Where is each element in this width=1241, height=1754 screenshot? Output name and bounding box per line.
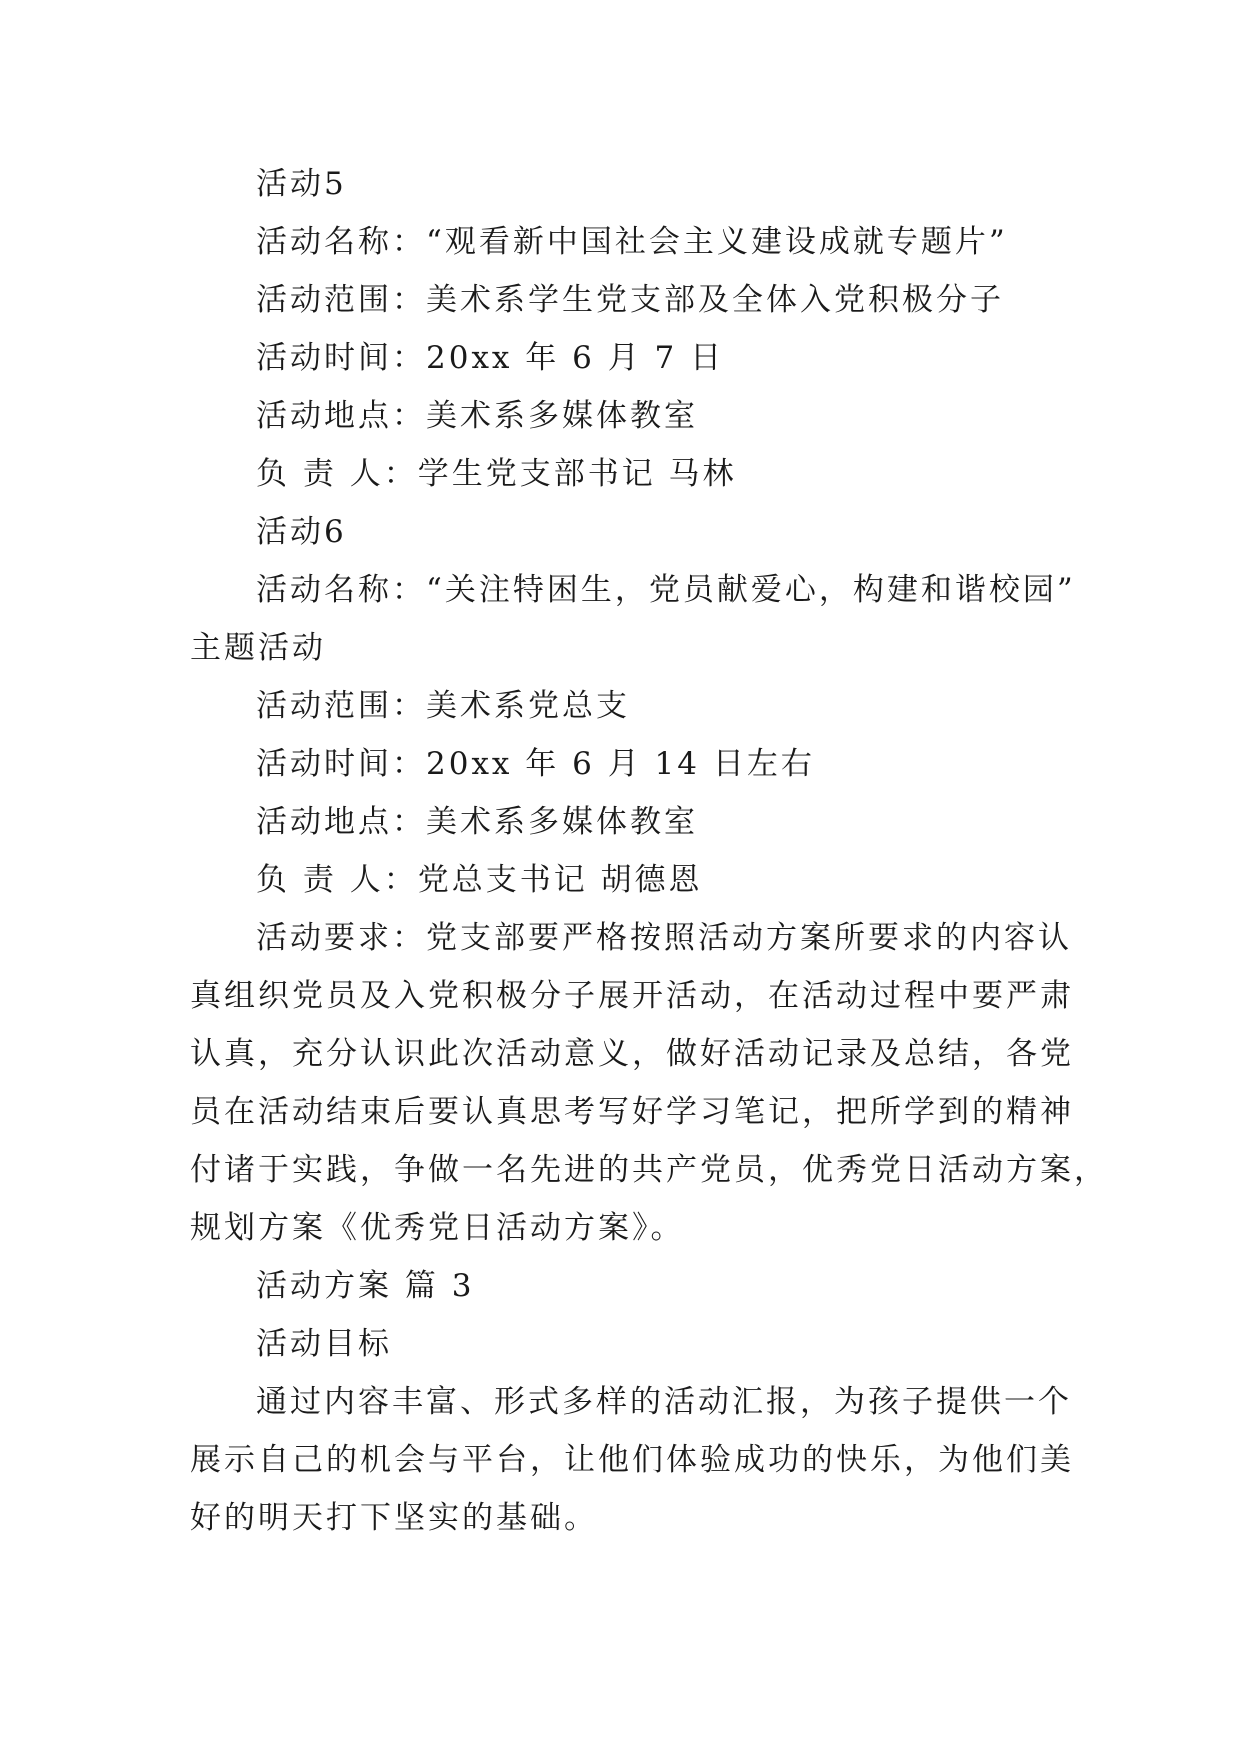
activity-5-location: 活动地点：美术系多媒体教室: [256, 398, 698, 434]
document-body: [190, 155, 1108, 1547]
activity-5-person-in-charge: 负 责 人：学生党支部书记 马林: [256, 456, 737, 492]
activity-6-time: 活动时间：20xx 年 6 月 14 日左右: [256, 746, 815, 782]
activity-6-name: 活动名称：“关注特困生，党员献爱心，构建和谐校园”: [256, 572, 1076, 608]
activity-6-scope: 活动范围：美术系党总支: [256, 688, 630, 724]
activity-6-heading: 活动6: [256, 514, 347, 550]
activity-goals-line: 展示自己的机会与平台，让他们体验成功的快乐，为他们美: [190, 1442, 1074, 1478]
activity-requirements-line: 规划方案《优秀党日活动方案》。: [190, 1210, 685, 1246]
activity-requirements-line: 认真，充分认识此次活动意义，做好活动记录及总结，各党: [190, 1036, 1074, 1072]
activity-requirements-line: 活动要求：党支部要严格按照活动方案所要求的内容认: [256, 920, 1072, 956]
activity-6-name-continued: 主题活动: [190, 630, 326, 666]
activity-5-scope: 活动范围：美术系学生党支部及全体入党积极分子: [256, 282, 1004, 318]
activity-6-location: 活动地点：美术系多媒体教室: [256, 804, 698, 840]
section-heading-plan-3: 活动方案 篇 3: [256, 1268, 475, 1304]
activity-6-person-in-charge: 负 责 人：党总支书记 胡德恩: [256, 862, 703, 898]
activity-5-time: 活动时间：20xx 年 6 月 7 日: [256, 340, 725, 376]
activity-5-name: 活动名称：“观看新中国社会主义建设成就专题片”: [256, 224, 1008, 260]
activity-goals-line: 通过内容丰富、形式多样的活动汇报，为孩子提供一个: [256, 1384, 1072, 1420]
activity-requirements-line: 员在活动结束后要认真思考写好学习笔记，把所学到的精神: [190, 1094, 1074, 1130]
activity-5-heading: 活动5: [256, 166, 347, 202]
activity-requirements-line: 真组织党员及入党积极分子展开活动，在活动过程中要严肃: [190, 978, 1074, 1014]
activity-requirements-line: 付诸于实践，争做一名先进的共产党员，优秀党日活动方案，: [190, 1152, 1108, 1188]
activity-goals-heading: 活动目标: [256, 1326, 392, 1362]
activity-goals-line: 好的明天打下坚实的基础。: [190, 1500, 598, 1536]
